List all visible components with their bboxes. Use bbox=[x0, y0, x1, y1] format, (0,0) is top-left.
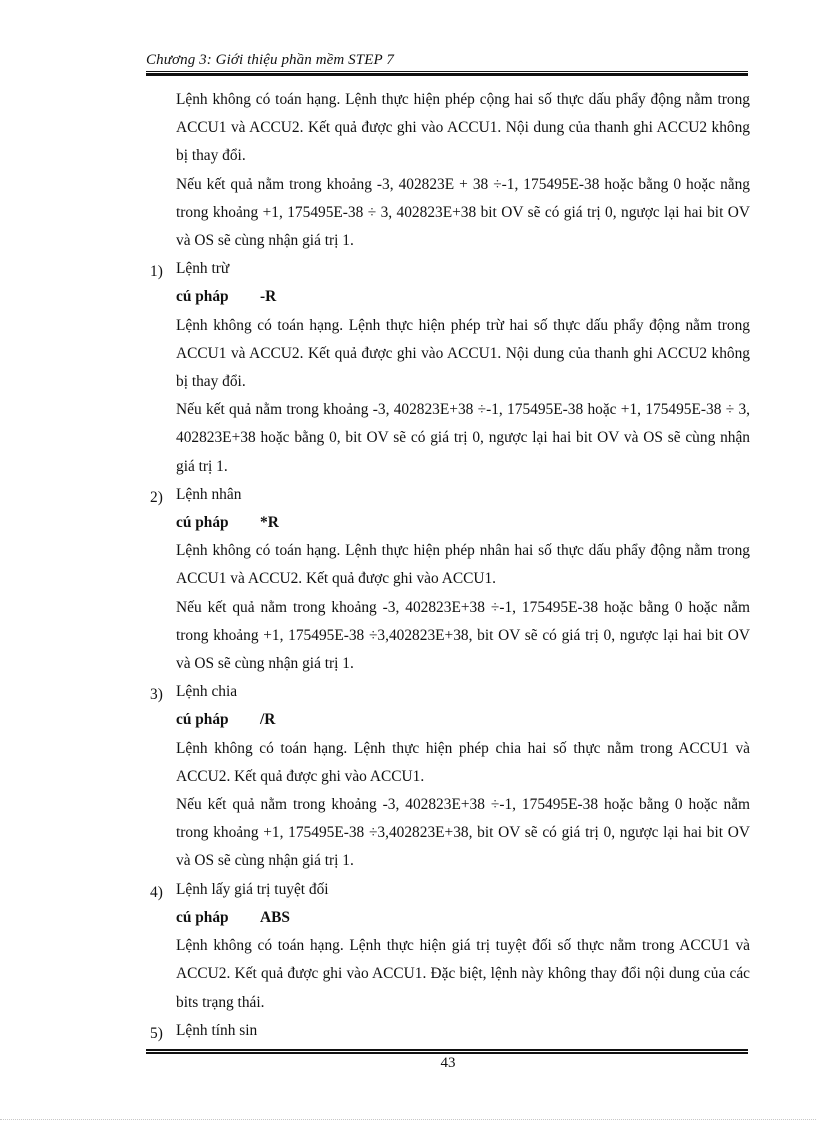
syntax-line bbox=[150, 904, 750, 932]
syntax-value: -R bbox=[260, 288, 277, 306]
section-paragraph: Nếu kết quả nằm trong khoảng -3, 402823E+38 ÷-1, 175495E-38 hoặc +1, 175495E-38 ÷ 3, 402823E+38 hoặc bằng 0, bit OV sẽ có giá trị 0, ngược lại hai bit OV và OS sẽ cùng nhận giá trị 1. bbox=[176, 401, 750, 475]
syntax-line bbox=[150, 706, 750, 734]
section-title: Lệnh tính sin bbox=[176, 1021, 258, 1039]
section-title: Lệnh trừ bbox=[176, 260, 230, 278]
section-paragraph: Lệnh không có toán hạng. Lệnh thực hiện giá trị tuyệt đối số thực nằm trong ACCU1 và ACCU2. Kết quả được ghi vào ACCU1. Đặc biệt, lệnh này không thay đổi nội dung của các bits trạng thái. bbox=[176, 937, 750, 1011]
section-paragraph: Lệnh không có toán hạng. Lệnh thực hiện phép trừ hai số thực dấu phẩy động nằm trong ACCU1 và ACCU2. Kết quả được ghi vào ACCU1. Nội dung của thanh ghi ACCU2 không bị thay đổi. bbox=[176, 316, 750, 391]
page-edge-divider bbox=[0, 1119, 816, 1120]
section-title: Lệnh nhân bbox=[176, 485, 242, 503]
section-heading bbox=[150, 678, 750, 706]
section-heading bbox=[150, 481, 750, 509]
section-number: 4) bbox=[150, 883, 163, 901]
intro-paragraph: Lệnh không có toán hạng. Lệnh thực hiện phép cộng hai số thực dấu phẩy động nằm trong ACCU1 và ACCU2. Kết quả được ghi vào ACCU1. Nội dung của thanh ghi ACCU2 không bị thay đổi. bbox=[176, 91, 750, 165]
section-number: 5) bbox=[150, 1024, 163, 1042]
syntax-label: cú pháp bbox=[176, 908, 229, 926]
section-heading bbox=[150, 876, 750, 904]
section-heading bbox=[150, 255, 750, 283]
syntax-line bbox=[150, 283, 750, 311]
syntax-value: ABS bbox=[260, 908, 290, 926]
syntax-value: *R bbox=[260, 514, 279, 532]
section-paragraph: Lệnh không có toán hạng. Lệnh thực hiện phép chia hai số thực nằm trong ACCU1 và ACCU2. Kết quả được ghi vào ACCU1. bbox=[176, 739, 750, 785]
page-body bbox=[150, 86, 750, 1045]
section-number: 3) bbox=[150, 686, 163, 704]
syntax-label: cú pháp bbox=[176, 711, 229, 729]
header-rule bbox=[146, 71, 748, 76]
syntax-label: cú pháp bbox=[176, 514, 229, 532]
intro-paragraph: Nếu kết quả nằm trong khoảng -3, 402823E + 38 ÷-1, 175495E-38 hoặc bằng 0 hoặc nằng trong khoảng +1, 175495E-38 ÷ 3, 402823E+38 bit OV sẽ có giá trị 0, ngược lại hai bit OV và OS sẽ cùng nhận giá trị 1. bbox=[176, 175, 750, 250]
section-number: 2) bbox=[150, 488, 163, 506]
section-paragraph: Lệnh không có toán hạng. Lệnh thực hiện phép nhân hai số thực dấu phẩy động nằm trong ACCU1 và ACCU2. Kết quả được ghi vào ACCU1. bbox=[176, 542, 750, 588]
section-paragraph: Nếu kết quả nằm trong khoảng -3, 402823E+38 ÷-1, 175495E-38 hoặc bằng 0 hoặc nằm trong khoảng +1, 175495E-38 ÷3,402823E+38, bit OV sẽ có giá trị 0, ngược lại hai bit OV và OS sẽ cùng nhận giá trị 1. bbox=[176, 598, 750, 673]
section-title: Lệnh chia bbox=[176, 683, 238, 701]
syntax-line bbox=[150, 509, 750, 537]
footer-rule bbox=[146, 1049, 748, 1054]
chapter-header: Chương 3: Giới thiệu phần mềm STEP 7 bbox=[146, 52, 394, 68]
section-number: 1) bbox=[150, 263, 163, 281]
syntax-label: cú pháp bbox=[176, 288, 229, 306]
section-paragraph: Nếu kết quả nằm trong khoảng -3, 402823E+38 ÷-1, 175495E-38 hoặc bằng 0 hoặc nằm trong khoảng +1, 175495E-38 ÷3,402823E+38, bit OV sẽ có giá trị 0, ngược lại hai bit OV và OS sẽ cùng nhận giá trị 1. bbox=[176, 796, 750, 870]
syntax-value: /R bbox=[260, 711, 276, 729]
section-title: Lệnh lấy giá trị tuyệt đối bbox=[176, 880, 329, 898]
page-number: 43 bbox=[440, 1055, 456, 1071]
section-heading bbox=[150, 1017, 750, 1045]
